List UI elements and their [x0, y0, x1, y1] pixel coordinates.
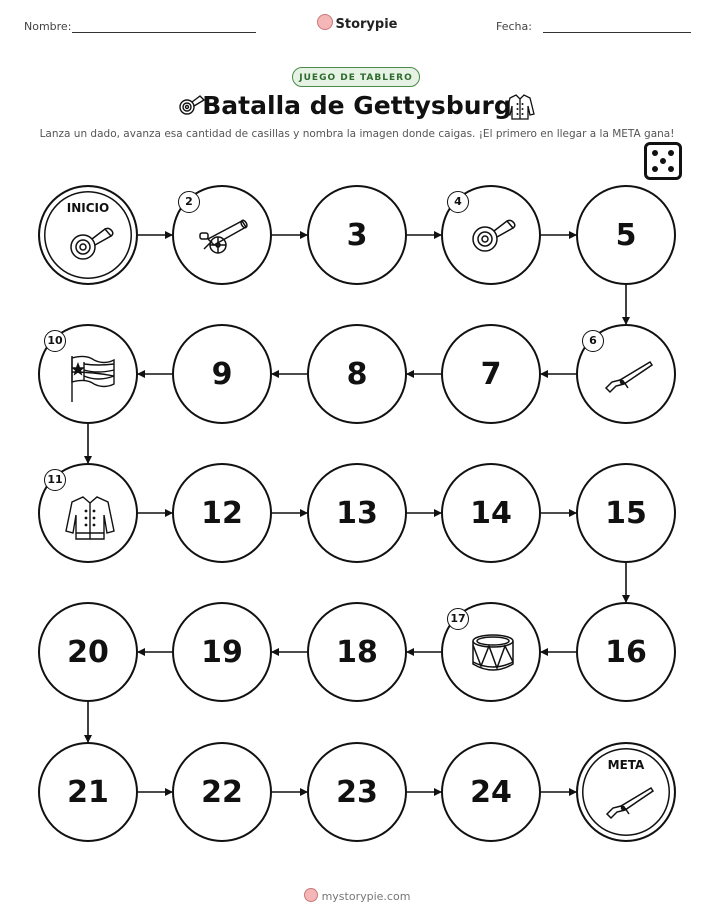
space-number: 19	[201, 634, 243, 670]
space-number: 24	[470, 774, 512, 810]
drum-icon	[467, 632, 519, 678]
instructions: Lanza un dado, avanza esa cantidad de casillas y nombra la imagen donde caigas. ¡El primero en llegar a la META gana!	[39, 128, 675, 140]
space-number: 9	[211, 356, 233, 392]
bugle-icon	[65, 223, 115, 267]
date-label: Fecha:	[496, 20, 532, 33]
musket-icon	[603, 780, 657, 824]
uniform-coat-icon	[64, 493, 116, 545]
footer-url[interactable]: mystorypie.com	[321, 890, 411, 903]
space-number-badge: 11	[44, 469, 66, 491]
board-space-15	[576, 463, 676, 563]
board-space-14	[441, 463, 541, 563]
board-space-24	[441, 742, 541, 842]
space-number: 8	[346, 356, 368, 392]
cannon-icon	[198, 215, 252, 259]
board-space-18	[307, 602, 407, 702]
space-number-badge: 17	[447, 608, 469, 630]
space-number: 7	[480, 356, 502, 392]
board-space-13	[307, 463, 407, 563]
space-number: 20	[67, 634, 109, 670]
board-space-3	[307, 185, 407, 285]
space-number-badge: 10	[44, 330, 66, 352]
bugle-icon	[467, 215, 517, 259]
space-number: 23	[336, 774, 378, 810]
name-label: Nombre:	[24, 20, 72, 33]
page-title: Batalla de Gettysburg	[202, 91, 512, 120]
flag-icon	[64, 354, 116, 408]
board-space-12	[172, 463, 272, 563]
musket-icon	[602, 354, 656, 398]
footer	[0, 888, 714, 903]
space-number-badge: 2	[178, 191, 200, 213]
space-number: 13	[336, 495, 378, 531]
space-number: 21	[67, 774, 109, 810]
board-space-inicio	[38, 185, 138, 285]
pig-icon	[304, 888, 318, 902]
space-number-badge: 4	[447, 191, 469, 213]
board-space-8	[307, 324, 407, 424]
space-number: 16	[605, 634, 647, 670]
board-space-23	[307, 742, 407, 842]
board-space-5	[576, 185, 676, 285]
space-number: 12	[201, 495, 243, 531]
space-number: 18	[336, 634, 378, 670]
space-number: 5	[615, 217, 637, 253]
space-number: 3	[346, 217, 368, 253]
space-number-badge: 6	[582, 330, 604, 352]
space-number: 14	[470, 495, 512, 531]
board-space-21	[38, 742, 138, 842]
board-space-meta	[576, 742, 676, 842]
brand-name: Storypie	[335, 17, 398, 32]
board-space-16	[576, 602, 676, 702]
space-label: META	[607, 758, 645, 772]
board-space-19	[172, 602, 272, 702]
board-space-9	[172, 324, 272, 424]
board-space-22	[172, 742, 272, 842]
board-space-20	[38, 602, 138, 702]
game-type-badge: JUEGO DE TABLERO	[292, 67, 420, 87]
space-label: INICIO	[66, 201, 110, 215]
space-number: 15	[605, 495, 647, 531]
board-space-7	[441, 324, 541, 424]
space-number: 22	[201, 774, 243, 810]
